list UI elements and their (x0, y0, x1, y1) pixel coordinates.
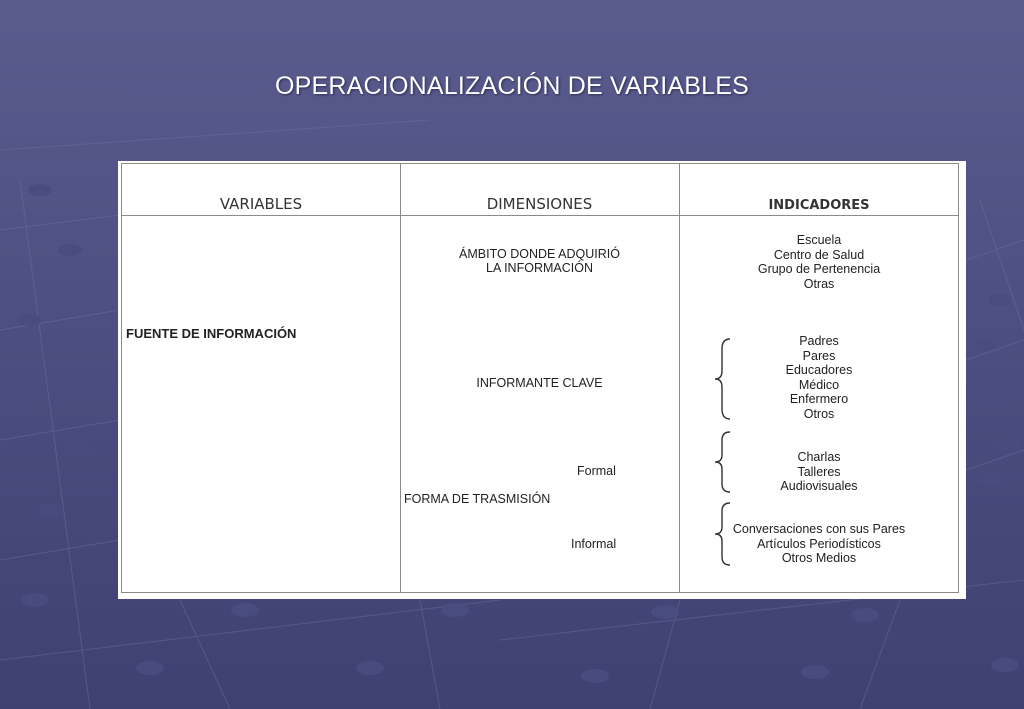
indicator-item: Talleres (797, 464, 841, 479)
header-variables: VARIABLES (219, 195, 303, 213)
indicator-item: Artículos Periodísticos (757, 536, 881, 551)
variable-label: FUENTE DE INFORMACIÓN (126, 326, 297, 341)
slide-title: OPERACIONALIZACIÓN DE VARIABLES (275, 72, 749, 100)
indicator-item: Otros (803, 406, 835, 421)
indicator-item: Enfermero (789, 392, 849, 406)
dimension-formal: Formal (577, 464, 616, 478)
indicator-list-formal (684, 450, 954, 494)
dimension-ambito-line1: ÁMBITO DONDE ADQUIRIÓ (459, 247, 620, 261)
column-divider (679, 163, 680, 593)
indicator-item: Escuela (796, 233, 842, 247)
indicator-item: Padres (799, 334, 839, 348)
dimension-ambito-line2: LA INFORMACIÓN (486, 261, 593, 275)
indicator-item: Conversaciones con sus Pares (732, 522, 906, 536)
indicator-item: Charlas (797, 450, 841, 464)
header-divider (121, 215, 959, 216)
indicator-item: Médico (798, 377, 840, 392)
indicator-item: Otros Medios (781, 551, 857, 565)
indicator-list-informal (684, 522, 954, 566)
indicator-list-ambito (684, 233, 954, 291)
dimension-forma: FORMA DE TRASMISIÓN (404, 492, 551, 506)
indicator-item: Otras (803, 276, 835, 291)
dimension-informal: Informal (571, 537, 617, 551)
indicator-item: Centro de Salud (773, 247, 865, 262)
indicator-item: Pares (802, 348, 836, 363)
header-indicadores: INDICADORES (768, 198, 870, 213)
indicator-item: Grupo de Pertenencia (757, 262, 881, 276)
indicator-item: Educadores (785, 363, 853, 377)
indicator-list-informante (684, 334, 954, 421)
header-dimensiones: DIMENSIONES (486, 195, 593, 213)
indicator-item: Audiovisuales (780, 479, 858, 493)
dimension-informante: INFORMANTE CLAVE (476, 376, 603, 390)
operationalization-table (118, 161, 966, 599)
